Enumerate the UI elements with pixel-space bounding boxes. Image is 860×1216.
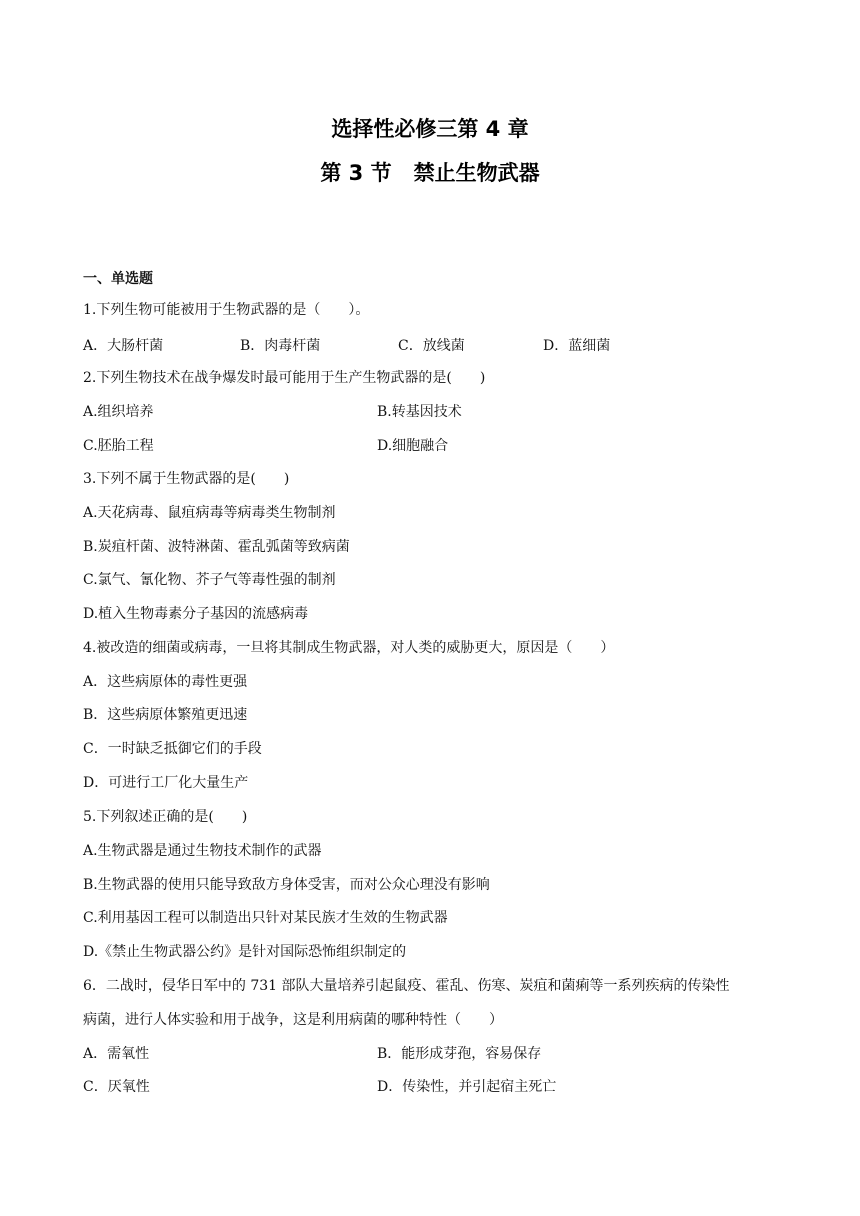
question-1-stem: 1.下列生物可能被用于生物武器的是（ ）。 bbox=[83, 302, 370, 318]
question-3-option-d: D.植入生物毒素分子基因的流感病毒 bbox=[83, 606, 309, 622]
question-1-option-a: A．大肠杆菌 bbox=[83, 338, 164, 354]
question-1-option-c: C．放线菌 bbox=[398, 338, 465, 354]
question-2-option-c: C.胚胎工程 bbox=[83, 438, 154, 454]
question-1-option-b: B．肉毒杆菌 bbox=[240, 338, 321, 354]
section-title bbox=[0, 157, 860, 187]
question-5-option-d: D.《禁止生物武器公约》是针对国际恐怖组织制定的 bbox=[83, 944, 407, 960]
question-6-option-b: B．能形成芽孢，容易保存 bbox=[377, 1046, 542, 1062]
chapter-title: 选择性必修三第 4 章 bbox=[331, 117, 529, 141]
question-6-option-a: A．需氧性 bbox=[83, 1046, 150, 1062]
question-4-stem: 4.被改造的细菌或病毒，一旦将其制成生物武器，对人类的威胁更大，原因是（ ） bbox=[83, 640, 615, 656]
section-name: 禁止生物武器 bbox=[413, 161, 540, 185]
question-6-stem-line-1: 6．二战时，侵华日军中的 731 部队大量培养引起鼠疫、霍乱、伤寒、炭疽和菌痢等一系列疾病的传染性 bbox=[83, 978, 730, 994]
question-6-option-c: C．厌氧性 bbox=[83, 1079, 150, 1095]
question-3-option-c: C.氯气、氰化物、芥子气等毒性强的制剂 bbox=[83, 572, 336, 588]
question-6-stem-line-2: 病菌，进行人体实验和用于战争，这是利用病菌的哪种特性（ ） bbox=[83, 1012, 503, 1028]
section-heading: 一、单选题 bbox=[83, 271, 153, 287]
question-3-stem: 3.下列不属于生物武器的是( ) bbox=[83, 471, 290, 487]
question-5-stem: 5.下列叙述正确的是( ) bbox=[83, 809, 248, 825]
question-2-stem: 2.下列生物技术在战争爆发时最可能用于生产生物武器的是( ) bbox=[83, 370, 486, 386]
question-5-option-c: C.利用基因工程可以制造出只针对某民族才生效的生物武器 bbox=[83, 910, 448, 926]
question-3-option-a: A.天花病毒、鼠疽病毒等病毒类生物制剂 bbox=[83, 505, 336, 521]
section-number: 第 3 节 bbox=[320, 161, 392, 185]
question-6-option-d: D．传染性，并引起宿主死亡 bbox=[377, 1079, 557, 1095]
question-1-option-d: D．蓝细菌 bbox=[543, 338, 611, 354]
question-2-option-a: A.组织培养 bbox=[83, 404, 154, 420]
question-5-option-a: A.生物武器是通过生物技术制作的武器 bbox=[83, 843, 322, 859]
question-4-option-d: D．可进行工厂化大量生产 bbox=[83, 775, 249, 791]
question-4-option-a: A．这些病原体的毒性更强 bbox=[83, 674, 248, 690]
question-2-option-b: B.转基因技术 bbox=[377, 404, 462, 420]
question-4-option-c: C．一时缺乏抵御它们的手段 bbox=[83, 741, 262, 757]
question-4-option-b: B．这些病原体繁殖更迅速 bbox=[83, 707, 248, 723]
question-5-option-b: B.生物武器的使用只能导致敌方身体受害，而对公众心理没有影响 bbox=[83, 877, 490, 893]
question-3-option-b: B.炭疽杆菌、波特淋菌、霍乱弧菌等致病菌 bbox=[83, 539, 350, 555]
question-2-option-d: D.细胞融合 bbox=[377, 438, 449, 454]
